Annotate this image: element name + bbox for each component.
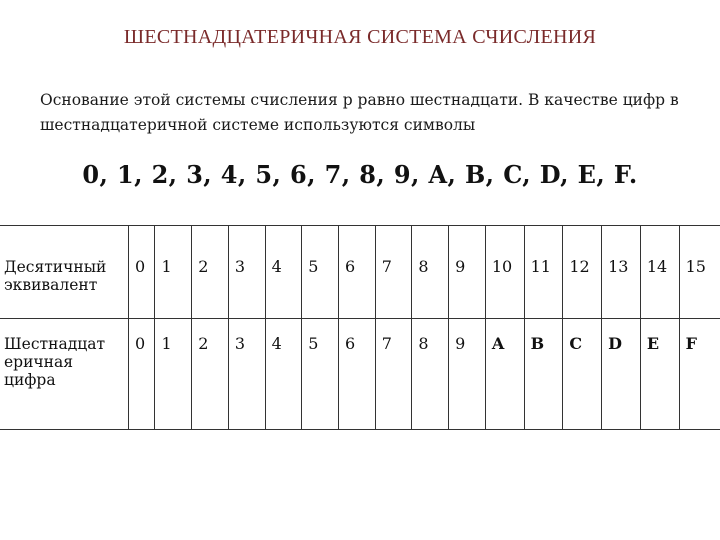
table-row-decimal [0,226,720,319]
page-title: ШЕСТНАДЦАТЕРИЧНАЯ СИСТЕМА СЧИСЛЕНИЯ [123,26,597,48]
cell-hex-C: C [563,319,602,430]
cell-dec-11: 11 [524,226,563,319]
cell-hex-0: 0 [128,319,155,430]
hex-symbols: 0, 1, 2, 3, 4, 5, 6, 7, 8, 9, A, B, C, D, E, F. [82,160,638,189]
cell-hex-E: E [640,319,679,430]
cell-dec-0: 0 [128,226,155,319]
hex-table [0,225,720,430]
cell-dec-15: 15 [679,226,720,319]
cell-hex-3: 3 [228,319,265,430]
row-label-hex: Шестнадцат еричная цифра [0,319,128,430]
cell-dec-7: 7 [375,226,412,319]
cell-hex-1: 1 [155,319,192,430]
cell-hex-5: 5 [302,319,339,430]
cell-hex-B: B [524,319,563,430]
cell-hex-6: 6 [339,319,376,430]
table-row-hex [0,319,720,430]
cell-hex-4: 4 [265,319,302,430]
cell-dec-1: 1 [155,226,192,319]
cell-dec-4: 4 [265,226,302,319]
cell-dec-5: 5 [302,226,339,319]
cell-hex-F: F [679,319,720,430]
row-label-decimal: Десятичный эквивалент [0,226,128,319]
description-text: Основание этой системы счисления р равно шестнадцати. В качестве цифр в шестнадцатеричной системе используются символы [40,91,679,134]
cell-dec-8: 8 [412,226,449,319]
cell-dec-2: 2 [192,226,229,319]
cell-hex-2: 2 [192,319,229,430]
cell-hex-7: 7 [375,319,412,430]
cell-dec-6: 6 [339,226,376,319]
cell-hex-9: 9 [449,319,486,430]
cell-hex-A: A [485,319,524,430]
cell-dec-3: 3 [228,226,265,319]
cell-hex-D: D [602,319,641,430]
cell-hex-8: 8 [412,319,449,430]
cell-dec-14: 14 [640,226,679,319]
cell-dec-13: 13 [602,226,641,319]
cell-dec-9: 9 [449,226,486,319]
cell-dec-10: 10 [485,226,524,319]
cell-dec-12: 12 [563,226,602,319]
